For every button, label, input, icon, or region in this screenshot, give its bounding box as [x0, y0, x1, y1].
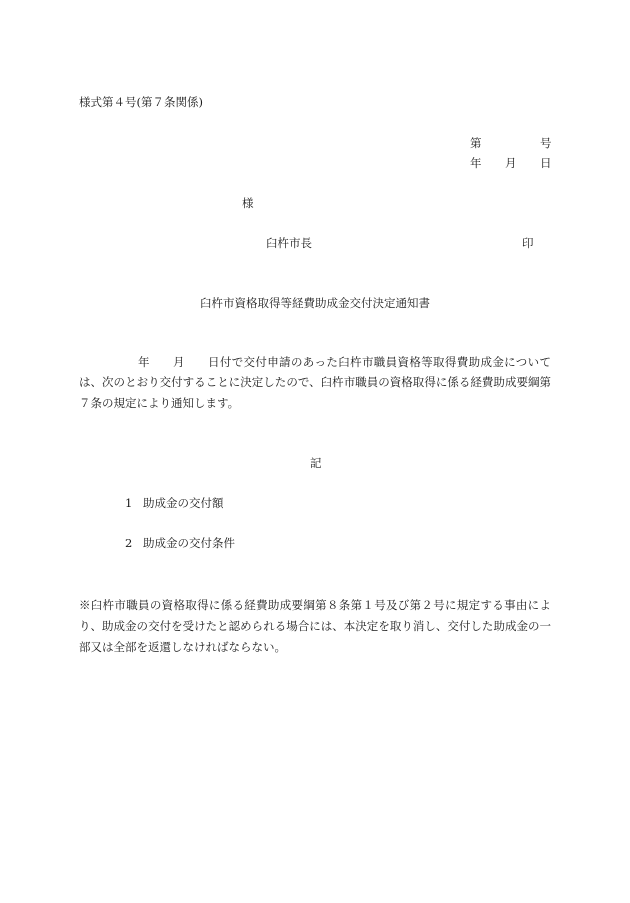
item-1-label: 助成金の交付額: [143, 496, 224, 510]
date-day: 日: [540, 156, 552, 170]
document-title: 臼杵市資格取得等経費助成金交付決定通知書: [200, 296, 430, 310]
issuer-title: 臼杵市長: [266, 236, 312, 250]
body-month: 月: [173, 355, 185, 369]
note-text: ※臼杵市職員の資格取得に係る経費助成要綱第８条第１号及び第２号に規定する事由により、助成金の交付を受けたと認められる場合には、本決定を取り消し、交付した助成金の一部又は全部を返還しなければならない。: [79, 598, 551, 654]
item-2-number: 2: [125, 536, 133, 550]
doc-number-dai: 第: [470, 136, 482, 150]
doc-number-go: 号: [540, 136, 552, 150]
issuer-seal: 印: [522, 236, 534, 250]
recipient-suffix: 様: [242, 196, 254, 210]
ki-heading: 記: [310, 456, 322, 470]
form-label: 様式第４号(第７条関係): [79, 95, 203, 109]
date-month: 月: [505, 156, 517, 170]
body-text: は、次のとおり交付することに決定したので、臼杵市職員の資格取得に係る経費助成要綱第７条の規定により通知します。: [79, 375, 551, 410]
item-2-label: 助成金の交付条件: [143, 536, 235, 550]
body-text-line1: 日付で交付申請のあった臼杵市職員資格等取得費助成金について: [208, 355, 551, 369]
item-1-number: 1: [125, 496, 133, 510]
body-year: 年: [138, 355, 150, 369]
date-year: 年: [470, 156, 482, 170]
